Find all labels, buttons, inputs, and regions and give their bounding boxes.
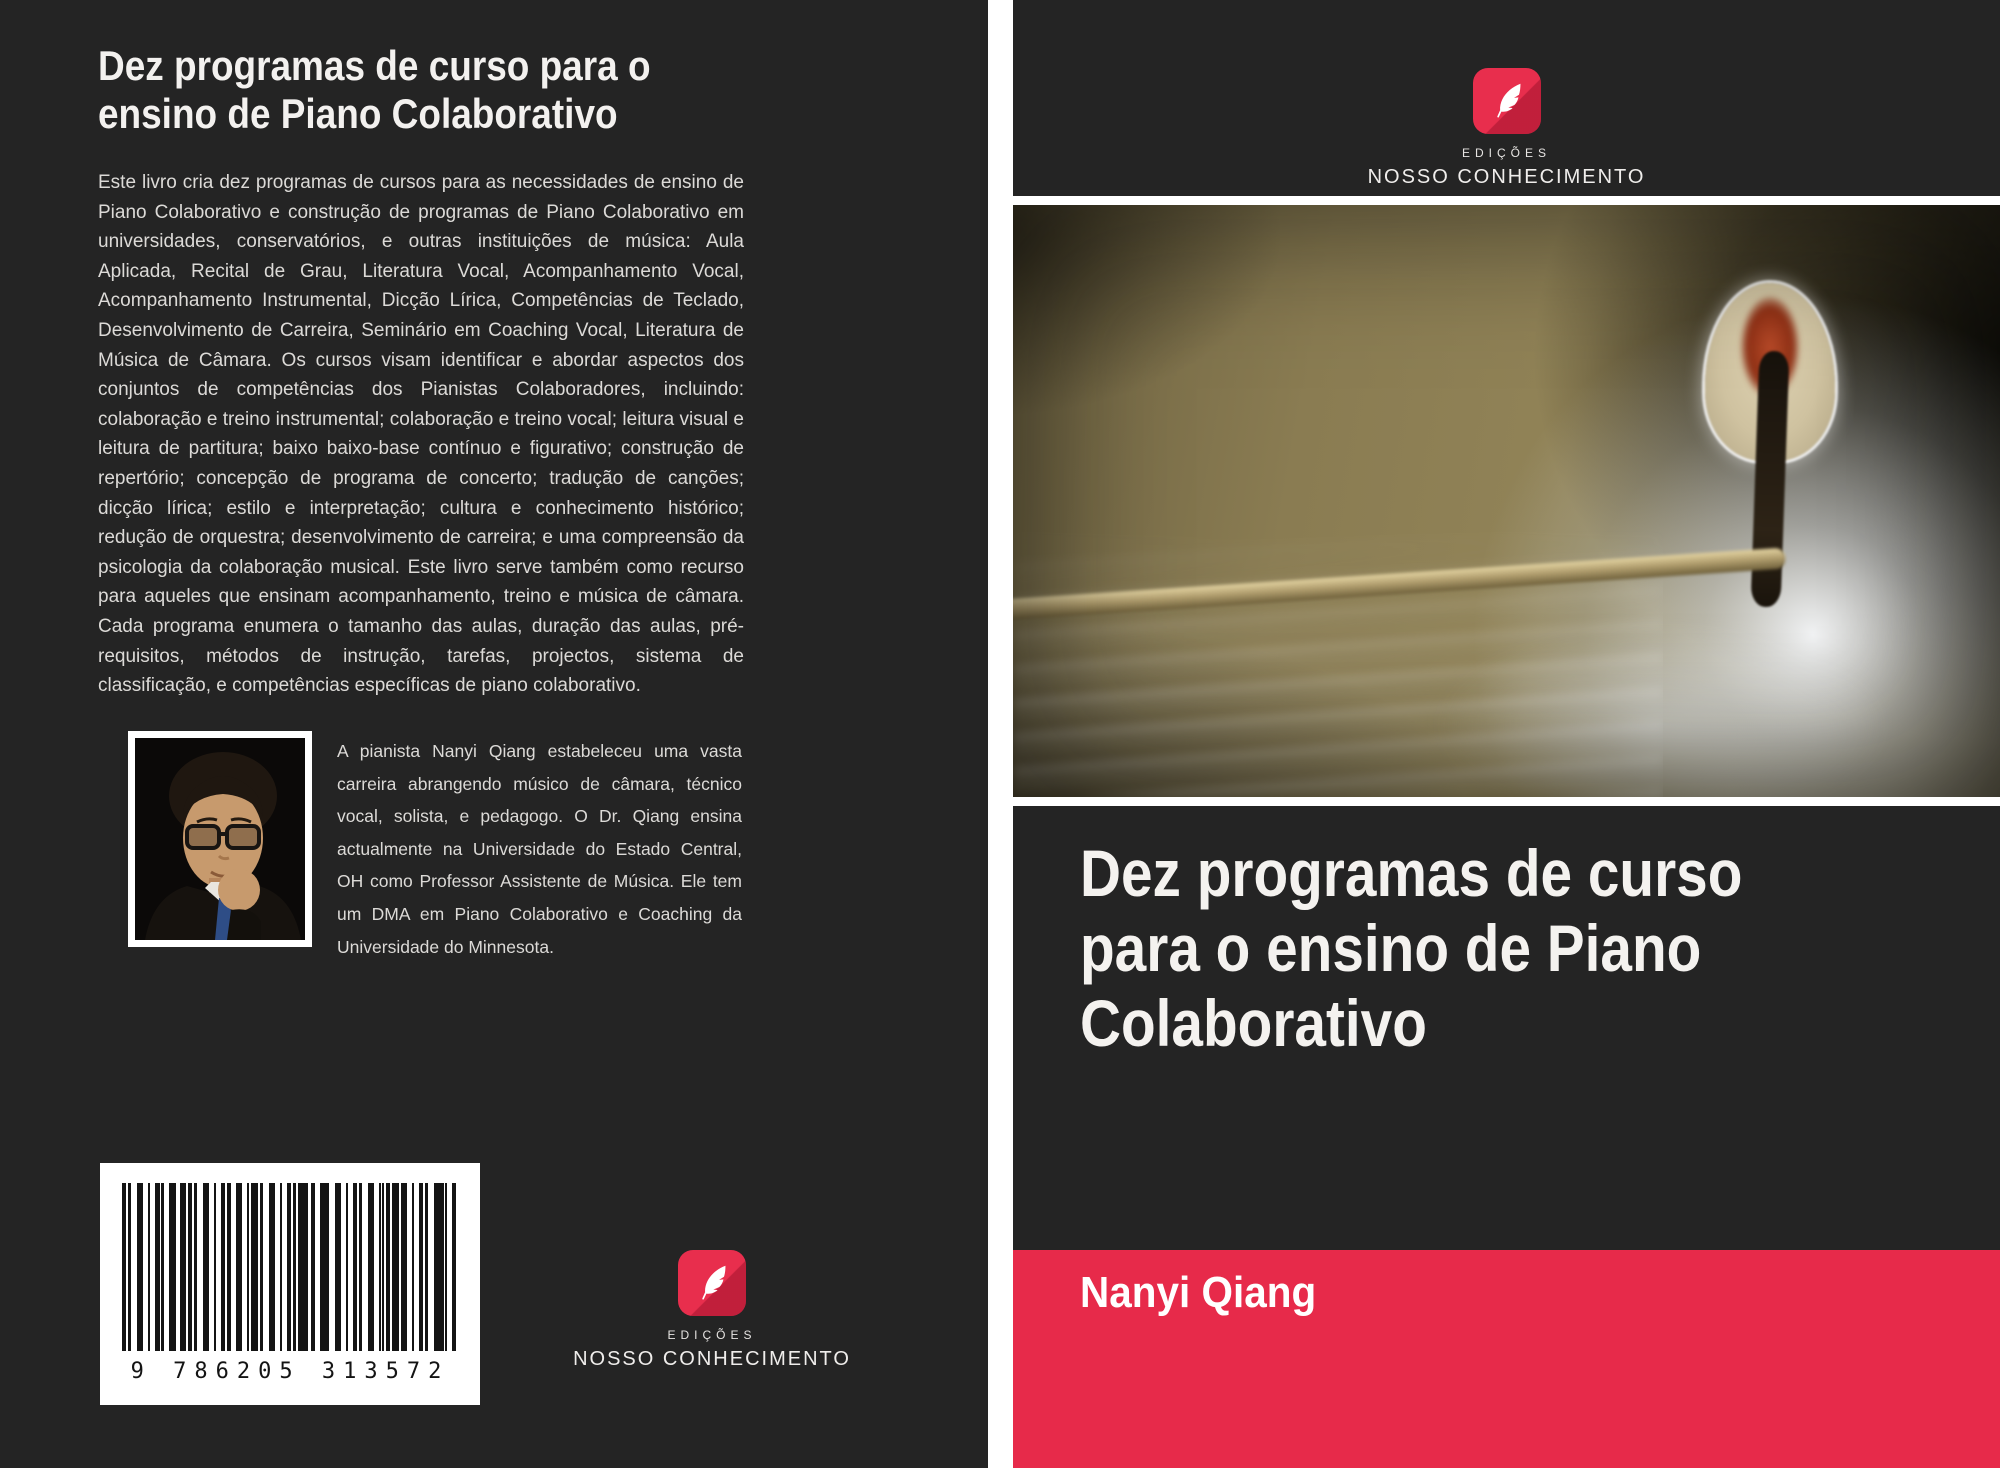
publisher-name-bottom: NOSSO CONHECIMENTO: [573, 1348, 851, 1370]
author-band: [1013, 1250, 2000, 1468]
barcode: [100, 1163, 480, 1405]
front-title-line: para o ensino de Piano: [1080, 911, 1702, 985]
front-cover: [1013, 0, 2000, 1468]
back-title-line: ensino de Piano Colaborativo: [98, 90, 618, 137]
author-photo: [128, 731, 312, 947]
back-cover: [0, 0, 988, 1468]
back-cover-title: [98, 42, 651, 138]
back-title-line: Dez programas de curso para o: [98, 42, 651, 89]
publisher-name-bottom: NOSSO CONHECIMENTO: [1367, 166, 1646, 188]
author-bio: A pianista Nanyi Qiang estabeleceu uma vasta carreira abrangendo músico de câmara, técnico vocal, solista, e pedagogo. O Dr. Qiang ensina actualmente na Universidade do Estado Central, OH como Professor Assistente de Música. Ele tem um DMA em Piano Colaborativo e Coaching da Universidade do Minnesota.: [337, 741, 742, 957]
author-name: Nanyi Qiang: [1080, 1268, 1317, 1317]
publisher-name-top: EDIÇÕES: [667, 1328, 757, 1342]
barcode-bars: [122, 1183, 458, 1351]
publisher-logo-front: [1013, 68, 2000, 189]
cover-photo-piano-hammer: [1013, 196, 2000, 806]
front-title-line: Colaborativo: [1080, 986, 1427, 1060]
feather-icon: [1473, 68, 1541, 134]
front-title-line: Dez programas de curso: [1080, 836, 1743, 910]
photo-vignette: [1013, 205, 2000, 797]
back-cover-description: Este livro cria dez programas de cursos para as necessidades de ensino de Piano Colaborativo e construção de programas de Piano Colaborativo em universidades, conservatórios, e outras instituições de música: Aula Aplicada, Recital de Grau, Literatura Vocal, Acompanhamento Vocal, Acompanhamento Instrumental, Dicção Lírica, Competências de Teclado, Desenvolvimento de Carreira, Seminário em Coaching Vocal, Literatura de Música de Câmara. Os cursos visam identificar e abordar aspectos dos conjuntos de competências dos Pianistas Colaboradores, incluindo: colaboração e treino instrumental; colaboração e treino vocal; leitura visual e leitura de partitura; baixo baixo-base contínuo e figurativo; construção de repertório; concepção de programa de concerto; tradução de canções; dicção lírica; estilo e interpretação; cultura e conhecimento histórico; redução de orquestra; desenvolvimento de carreira; e uma compreensão da psicologia da colaboração musical. Este livro serve também como recurso para aqueles que ensinam acompanhamento, treino e música de câmara. Cada programa enumera o tamanho das aulas, duração das aulas, pré-requisitos, métodos de instrução, tarefas, projectos, sistema de classificação, e competências específicas de piano colaborativo.: [98, 172, 744, 697]
front-cover-title: [1080, 836, 1742, 1061]
publisher-logo-back: [562, 1250, 862, 1371]
publisher-name-top: EDIÇÕES: [1461, 146, 1551, 160]
barcode-digits: 9 786205 313572: [130, 1359, 450, 1384]
author-portrait-art: [135, 738, 305, 940]
feather-icon: [678, 1250, 746, 1316]
